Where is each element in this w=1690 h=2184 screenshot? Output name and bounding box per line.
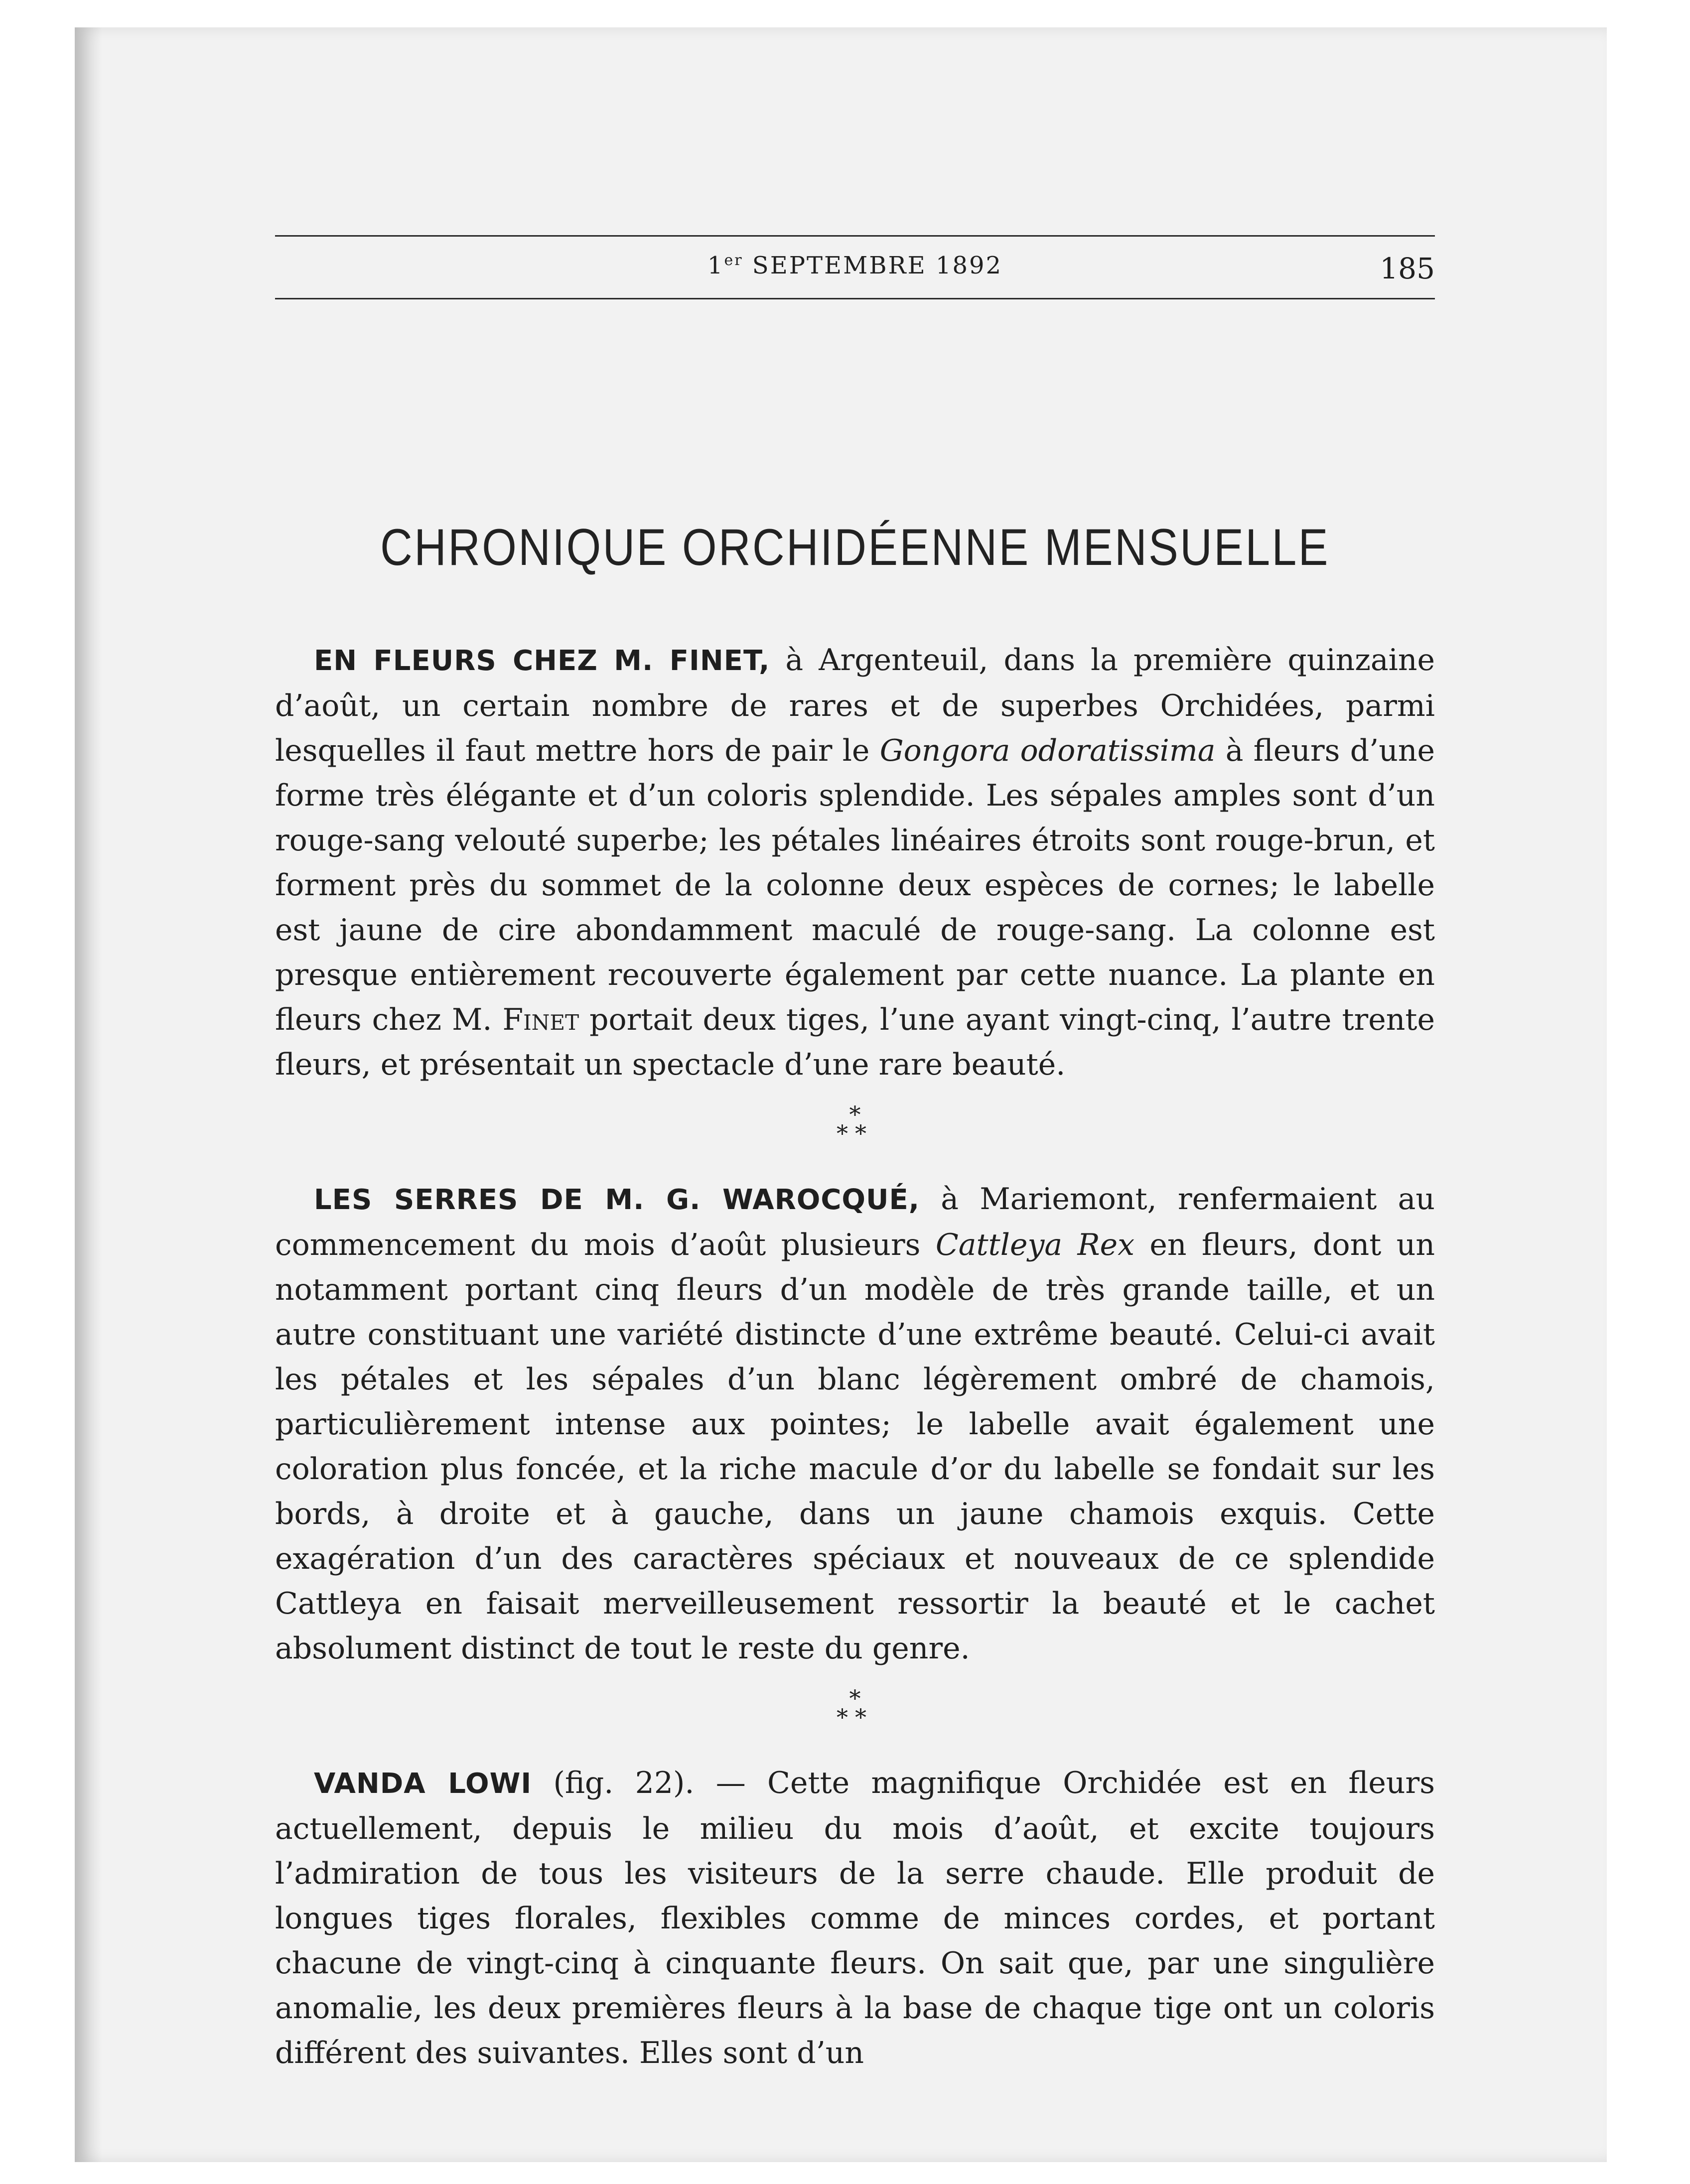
asterism-bottom: ** [837,1704,873,1731]
paragraph-text: en fleurs, dont un notamment portant cinq fleurs d’un modèle de très grande taille, et un autre constituant une variété distincte d’une extrême beauté. Celui-ci avait les pétales et les sépales d’un blanc légèrement ombré de chamois, particulièrement intense aux pointes; le labelle avait également une coloration plus foncée, et la riche macule d’or du labelle se fondait sur les bords, à droite et à gauche, dans un jaune chamois exquis. Cette exagération d’un des caractères spéciaux et nouveaux de ce splendide Cattleya en faisait merveilleusement ressortir la beauté et le cachet absolument distinct de tout le reste du genre. [275,1228,1435,1666]
asterism-bottom: ** [837,1120,873,1147]
section-separator [275,1671,1435,1761]
species-name: Cattleya Rex [935,1228,1135,1262]
paragraph-lead: LES SERRES DE M. G. WAROCQUÉ, [314,1184,920,1216]
paragraph-lead: EN FLEURS CHEZ M. FINET, [314,645,770,677]
paragraph-text: à Mariemont, renfermaient au commencement du mois d’août plusieurs [275,1182,1435,1262]
paragraph-finet [275,638,1435,1087]
date-ordinal: er [724,252,743,269]
article-body [275,638,1435,2075]
asterism-top: * [849,1685,861,1712]
article-title: CHRONIQUE ORCHIDÉENNE MENSUELLE [380,519,1330,576]
species-name: Gongora odoratissima [879,733,1216,768]
date-day: 1 [707,252,724,279]
paragraph-warocque [275,1177,1435,1671]
person-name: Finet [502,1002,579,1037]
binding-shadow [75,27,102,2162]
header-date [275,252,1435,279]
section-separator [275,1087,1435,1177]
paragraph-text: portait deux tiges, l’une ayant vingt-cinq, l’autre trente fleurs, et présentait un spectacle d’une rare beauté. [275,1002,1435,1082]
running-header [275,247,1435,286]
date-month-year: SEPTEMBRE 1892 [743,252,1003,279]
paragraph-lead: VANDA LOWI [314,1768,532,1800]
paragraph-vanda-lowi [275,1761,1435,2075]
header-top-rule [275,235,1435,237]
header-bottom-rule [275,298,1435,299]
paragraph-text: (fig. 22). — Cette magnifique Orchidée est en fleurs actuellement, depuis le milieu du mois d’août, et excite toujours l’admiration de tous les visiteurs de la serre chaude. Elle produit de longues tiges florales, flexibles comme de minces cordes, et portant chacune de vingt-cinq à cinquante fleurs. On sait que, par une singulière anomalie, les deux premières fleurs à la base de chaque tige ont un coloris différent des suivantes. Elles sont d’un [275,1766,1435,2070]
asterism-top: * [849,1101,861,1128]
page-number: 185 [1380,252,1435,285]
paragraph-text: à Argenteuil, dans la première quinzaine d’août, un certain nombre de rares et de superbes Orchidées, parmi lesquelles il faut mettre hors de pair le [275,643,1435,768]
paragraph-text: à fleurs d’une forme très élégante et d’un coloris splendide. Les sépales amples sont d’un rouge-sang velouté superbe; les pétales linéaires étroits sont rouge-brun, et forment près du sommet de la colonne deux espèces de cornes; le labelle est jaune de cire abondamment maculé de rouge-sang. La colonne est presque entièrement recouverte également par cette nuance. La plante en fleurs chez M. [275,733,1435,1037]
